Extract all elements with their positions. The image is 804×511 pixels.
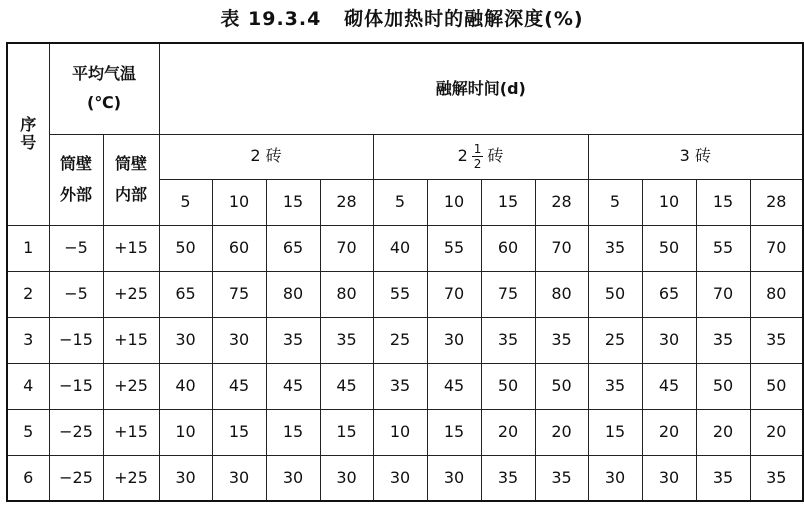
depth-cell: 50 (481, 363, 535, 409)
inner-temp-cell: +15 (103, 225, 159, 271)
table-row (7, 363, 803, 409)
depth-cell: 35 (750, 455, 803, 501)
row-seq-cell: 1 (7, 225, 49, 271)
depth-cell: 80 (750, 271, 803, 317)
depth-cell: 35 (535, 317, 588, 363)
depth-cell: 35 (588, 363, 642, 409)
inner-temp-cell: +15 (103, 317, 159, 363)
depth-cell: 50 (588, 271, 642, 317)
depth-cell: 25 (588, 317, 642, 363)
depth-cell: 35 (373, 363, 427, 409)
table-row (7, 317, 803, 363)
depth-cell: 20 (750, 409, 803, 455)
depth-cell: 65 (159, 271, 212, 317)
depth-cell: 50 (696, 363, 750, 409)
depth-cell: 35 (535, 455, 588, 501)
seq-header: 序 号 (7, 43, 49, 225)
depth-cell: 30 (427, 455, 481, 501)
depth-cell: 80 (320, 271, 373, 317)
depth-cell: 50 (750, 363, 803, 409)
depth-cell: 35 (588, 225, 642, 271)
outer-temp-cell: −5 (49, 225, 103, 271)
depth-cell: 30 (159, 317, 212, 363)
day-header: 15 (481, 179, 535, 225)
depth-cell: 60 (212, 225, 266, 271)
melt-time-header: 融解时间(d) (159, 43, 803, 134)
day-header: 5 (159, 179, 212, 225)
day-header: 5 (373, 179, 427, 225)
depth-cell: 65 (642, 271, 696, 317)
depth-cell: 60 (481, 225, 535, 271)
group-2-half-brick: 2 $\frac{1}{2}$ 砖 (373, 134, 588, 179)
table-title: 表 19.3.4 砌体加热时的融解深度(%) (220, 8, 584, 30)
day-header: 28 (750, 179, 803, 225)
depth-cell: 30 (588, 455, 642, 501)
depth-cell: 70 (750, 225, 803, 271)
depth-cell: 10 (159, 409, 212, 455)
depth-cell: 50 (535, 363, 588, 409)
table-row (7, 409, 803, 455)
row-seq-cell: 4 (7, 363, 49, 409)
group-2-brick: 2 砖 (159, 134, 373, 179)
depth-cell: 30 (266, 455, 320, 501)
outer-temp-cell: −25 (49, 409, 103, 455)
inner-temp-cell: +25 (103, 363, 159, 409)
table-row (7, 271, 803, 317)
depth-cell: 35 (320, 317, 373, 363)
depth-cell: 25 (373, 317, 427, 363)
depth-cell: 40 (373, 225, 427, 271)
depth-cell: 70 (427, 271, 481, 317)
inner-wall-header: 筒壁 内部 (103, 134, 159, 225)
group-3-brick: 3 砖 (588, 134, 803, 179)
depth-cell: 35 (696, 455, 750, 501)
depth-cell: 30 (642, 317, 696, 363)
depth-cell: 10 (373, 409, 427, 455)
outer-wall-header: 筒壁 外部 (49, 134, 103, 225)
day-header: 15 (266, 179, 320, 225)
row-seq-cell: 6 (7, 455, 49, 501)
depth-cell: 45 (212, 363, 266, 409)
row-seq-cell: 3 (7, 317, 49, 363)
depth-cell: 70 (696, 271, 750, 317)
day-header: 10 (212, 179, 266, 225)
depth-cell: 65 (266, 225, 320, 271)
depth-cell: 15 (266, 409, 320, 455)
day-header: 28 (535, 179, 588, 225)
depth-cell: 45 (427, 363, 481, 409)
depth-cell: 15 (427, 409, 481, 455)
depth-cell: 30 (212, 455, 266, 501)
depth-cell: 35 (696, 317, 750, 363)
depth-cell: 35 (750, 317, 803, 363)
inner-temp-cell: +15 (103, 409, 159, 455)
half-fraction: $\frac{1}{2}$ (473, 142, 482, 171)
depth-cell: 35 (481, 317, 535, 363)
depth-cell: 30 (159, 455, 212, 501)
depth-cell: 15 (212, 409, 266, 455)
outer-temp-cell: −5 (49, 271, 103, 317)
depth-cell: 70 (535, 225, 588, 271)
inner-temp-cell: +25 (103, 455, 159, 501)
day-header: 5 (588, 179, 642, 225)
melt-depth-table (6, 42, 804, 502)
depth-cell: 30 (642, 455, 696, 501)
depth-cell: 45 (266, 363, 320, 409)
depth-cell: 35 (266, 317, 320, 363)
depth-cell: 80 (266, 271, 320, 317)
depth-cell: 15 (588, 409, 642, 455)
depth-cell: 20 (642, 409, 696, 455)
depth-cell: 55 (696, 225, 750, 271)
row-seq-cell: 5 (7, 409, 49, 455)
depth-cell: 20 (481, 409, 535, 455)
depth-cell: 30 (373, 455, 427, 501)
depth-cell: 30 (212, 317, 266, 363)
depth-cell: 50 (159, 225, 212, 271)
depth-cell: 45 (320, 363, 373, 409)
day-header: 10 (642, 179, 696, 225)
day-header: 15 (696, 179, 750, 225)
day-header: 10 (427, 179, 481, 225)
depth-cell: 80 (535, 271, 588, 317)
depth-cell: 45 (642, 363, 696, 409)
day-header: 28 (320, 179, 373, 225)
depth-cell: 55 (427, 225, 481, 271)
depth-cell: 35 (481, 455, 535, 501)
depth-cell: 70 (320, 225, 373, 271)
inner-temp-cell: +25 (103, 271, 159, 317)
depth-cell: 75 (212, 271, 266, 317)
table-row (7, 225, 803, 271)
table-row (7, 455, 803, 501)
row-seq-cell: 2 (7, 271, 49, 317)
depth-cell: 55 (373, 271, 427, 317)
outer-temp-cell: −15 (49, 317, 103, 363)
depth-cell: 20 (535, 409, 588, 455)
depth-cell: 50 (642, 225, 696, 271)
outer-temp-cell: −25 (49, 455, 103, 501)
outer-temp-cell: −15 (49, 363, 103, 409)
depth-cell: 15 (320, 409, 373, 455)
depth-cell: 20 (696, 409, 750, 455)
avg-temp-header: 平均气温 (℃) (49, 43, 159, 134)
depth-cell: 75 (481, 271, 535, 317)
depth-cell: 30 (320, 455, 373, 501)
depth-cell: 30 (427, 317, 481, 363)
depth-cell: 40 (159, 363, 212, 409)
